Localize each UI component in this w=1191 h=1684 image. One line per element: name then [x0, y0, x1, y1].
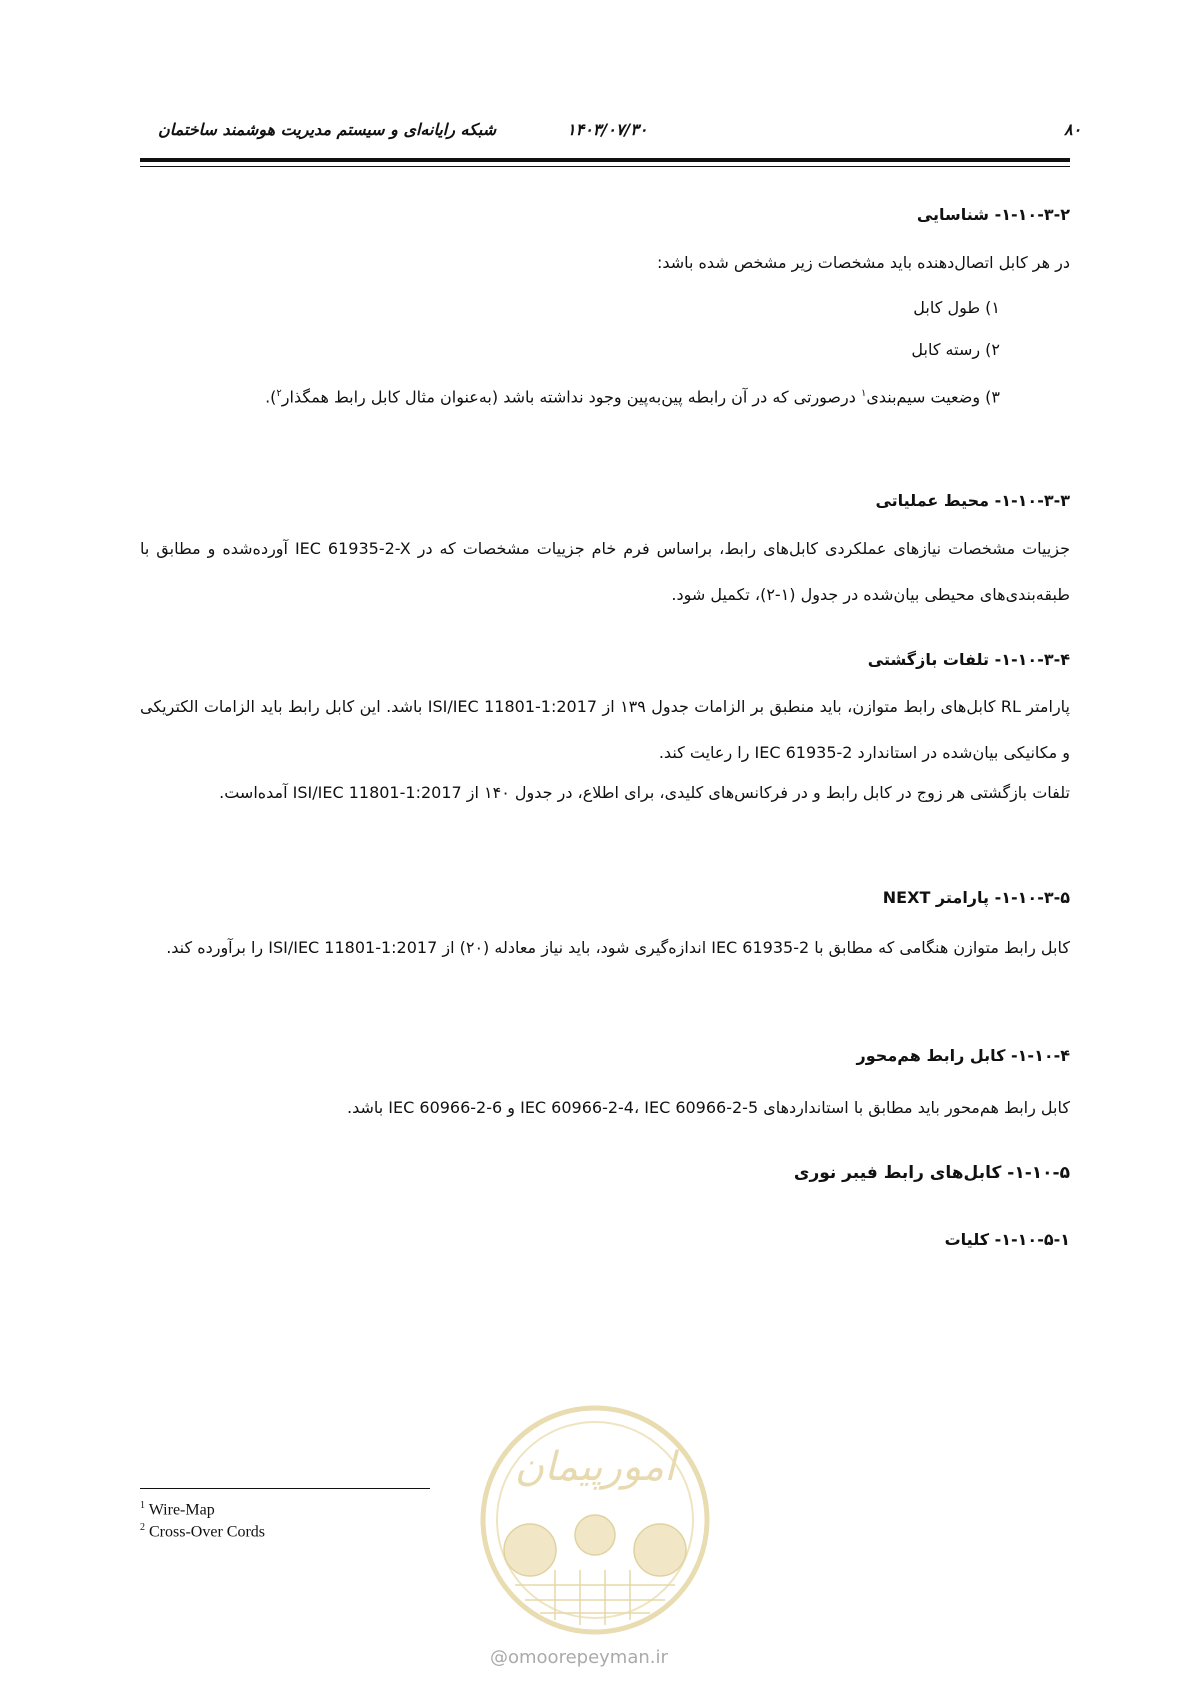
footnote-ref-2: ۲	[276, 388, 282, 399]
wiring-status-text-b: درصورتی که در آن رابطه پین‌به‌پین وجود نداشته باشد (به‌عنوان مثال کابل رابط همگذار	[281, 387, 861, 407]
page-number: ۸۰	[1064, 120, 1082, 139]
return-loss-paragraph-2: تلفات بازگشتی هر زوج در کابل رابط و در فرکانس‌های کلیدی، برای اطلاع، در جدول ۱۴۰ از ISI/IEC 11801-1:2017 آمده‌است.	[219, 783, 1070, 802]
list-item-wiring-status	[140, 371, 1000, 420]
wiring-status-text-a: ۳) وضعیت سیم‌بندی	[866, 387, 1000, 407]
wiring-status-text-c: ).	[265, 387, 277, 407]
footnote-ref-1: ۱	[860, 388, 867, 399]
watermark-logo	[475, 1400, 715, 1640]
heading-identification: ۱-۱۰-۳-۲- شناسایی	[916, 205, 1070, 224]
heading-operating-environment: ۱-۱۰-۳-۳- محیط عملیاتی	[875, 491, 1070, 510]
footnote-2-number: 2	[140, 1522, 145, 1533]
footnote-2-text: Cross-Over Cords	[149, 1523, 265, 1541]
coaxial-cord-paragraph: کابل رابط هم‌محور باید مطابق با استانداردهای IEC 60966-2-4، IEC 60966-2-5 و IEC 60966-2-6 باشد.	[346, 1098, 1070, 1117]
list-item-cable-length: ۱) طول کابل	[913, 298, 1000, 317]
heading-general: ۱-۱۰-۵-۱- کلیات	[944, 1230, 1070, 1249]
footnote-separator	[140, 1488, 430, 1489]
heading-return-loss: ۱-۱۰-۳-۴- تلفات بازگشتی	[867, 650, 1070, 669]
next-parameter-paragraph: کابل رابط متوازن هنگامی که مطابق با IEC 61935-2 اندازه‌گیری شود، باید نیاز معادله (۲۰) از ISI/IEC 11801-1:2017 را برآورده کند.	[166, 938, 1070, 957]
footnote-1-number: 1	[140, 1500, 145, 1511]
footnote-1-text: Wire-Map	[148, 1501, 215, 1519]
header-title: شبکه رایانه‌ای و سیستم مدیریت هوشمند ساختمان	[158, 120, 497, 139]
watermark-logo-text: امورپیمان	[514, 1444, 676, 1490]
heading-coaxial-cord: ۱-۱۰-۴- کابل رابط هم‌محور	[856, 1046, 1070, 1065]
heading-fiber-cords: ۱-۱۰-۵- کابل‌های رابط فیبر نوری	[793, 1163, 1070, 1183]
return-loss-paragraph-1: پارامتر RL کابل‌های رابط متوازن، باید منطبق بر الزامات جدول ۱۳۹ از ISI/IEC 11801-1:2017 باشد. این کابل رابط باید الزامات الکتریکی و مکانیکی بیان‌شده در استاندارد IEC 61935-2 را رعایت کند.	[140, 697, 1071, 762]
list-item-cable-category: ۲) رسته کابل	[911, 340, 1000, 359]
footnote-2	[140, 1522, 265, 1541]
header-rule-thin	[140, 166, 1070, 167]
footnote-1	[140, 1500, 215, 1519]
header-date: ۱۴۰۳/۰۷/۳۰	[567, 120, 648, 139]
header-rule-thick	[140, 158, 1070, 162]
identification-intro: در هر کابل اتصال‌دهنده باید مشخصات زیر مشخص شده باشد:	[656, 253, 1070, 272]
operating-environment-paragraph: جزییات مشخصات نیازهای عملکردی کابل‌های رابط، براساس فرم خام جزییات مشخصات که در IEC 61935-2-X آورده‌شده و مطابق با طبقه‌بندی‌های محیطی بیان‌شده در جدول (۱-۲)، تکمیل شود.	[140, 539, 1071, 604]
heading-next-parameter: ۱-۱۰-۳-۵- پارامتر NEXT	[882, 888, 1070, 907]
watermark-site: @omoorepeyman.ir	[490, 1647, 668, 1668]
